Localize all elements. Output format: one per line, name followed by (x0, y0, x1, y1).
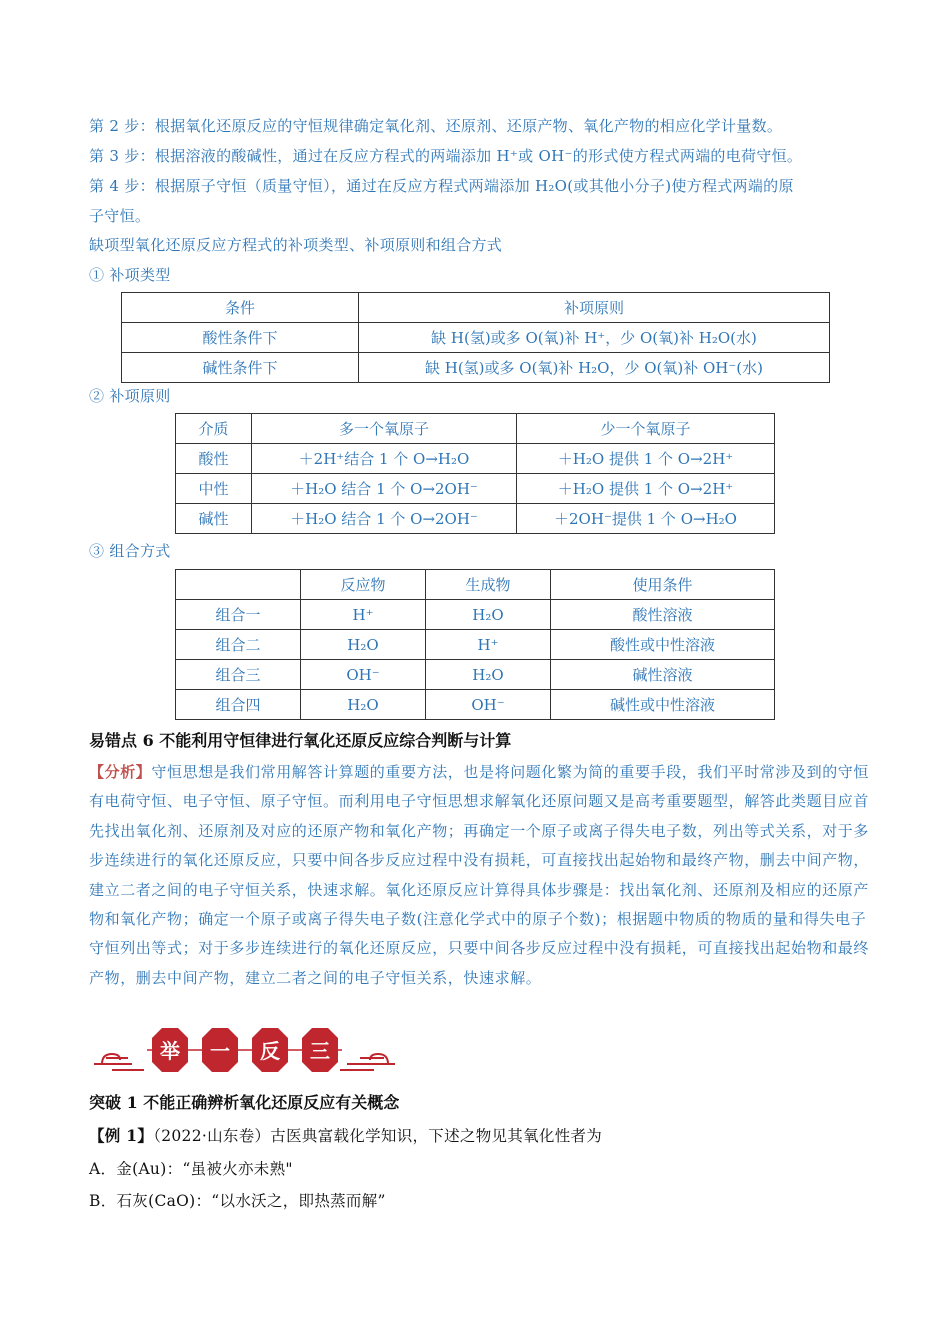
table-cell: 碱性或中性溶液 (551, 690, 775, 720)
table-header-cell: 反应物 (301, 570, 426, 600)
table-cell: 酸性溶液 (551, 600, 775, 630)
error-point-heading: 易错点 6 不能利用守恒律进行氧化还原反应综合判断与计算 (89, 731, 512, 750)
table-cell: H₂O (301, 690, 426, 720)
table-header-cell: 补项原则 (359, 293, 830, 323)
section3-title: ③ 组合方式 (89, 542, 171, 560)
banner-char-3: 反 (260, 1039, 280, 1063)
section2-title: ② 补项原则 (89, 387, 171, 405)
banner-char-1: 举 (160, 1039, 180, 1063)
option-b: B．石灰(CaO)：“以水沃之，即热蒸而解” (89, 1192, 386, 1210)
table-cell: 碱性 (176, 504, 252, 534)
table-cell: H₂O (426, 660, 551, 690)
supplement-intro: 缺项型氧化还原反应方程式的补项类型、补项原则和组合方式 (89, 236, 503, 254)
table-cell: 酸性 (176, 444, 252, 474)
analysis-paragraph (89, 758, 869, 993)
banner-char-2: 一 (210, 1039, 230, 1063)
table-cell: ＋H₂O 提供 1 个 O→2H⁺ (517, 474, 775, 504)
table-cell: 碱性条件下 (122, 353, 359, 383)
table-cell: H₂O (301, 630, 426, 660)
table-row (122, 353, 830, 383)
table-header-cell: 多一个氧原子 (252, 414, 517, 444)
table-cell: H₂O (426, 600, 551, 630)
option-a: A．金(Au)：“虽被火亦未熟" (89, 1160, 293, 1178)
table-cell: 中性 (176, 474, 252, 504)
table-cell: 碱性溶液 (551, 660, 775, 690)
table-header-cell (176, 570, 301, 600)
supplement-type-table (121, 292, 830, 383)
table-header-cell: 少一个氧原子 (517, 414, 775, 444)
table-row (176, 474, 775, 504)
banner-graphic (92, 1020, 397, 1080)
table-row (176, 600, 775, 630)
table-cell: 酸性或中性溶液 (551, 630, 775, 660)
table-header-cell: 介质 (176, 414, 252, 444)
banner-char-4: 三 (310, 1039, 330, 1063)
table-row (176, 504, 775, 534)
step-4: 第 4 步：根据原子守恒（质量守恒），通过在反应方程式两端添加 H₂O(或其他小分子)使方程式两端的原 (89, 177, 794, 195)
table-cell: H⁺ (301, 600, 426, 630)
example-tag: 【例 1】 (89, 1126, 154, 1145)
analysis-text: 守恒思想是我们常用解答计算题的重要方法，也是将问题化繁为简的重要手段，我们平时常涉及到的守恒有电荷守恒、电子守恒、原子守恒。而利用电子守恒思想求解氧化还原问题又是高考重要题型，解答此类题目应首先找出氧化剂、还原剂及对应的还原产物和氧化产物；再确定一个原子或离子得失电子数，列出等式关系，对于多步连续进行的氧化还原反应，只要中间各步反应过程中没有损耗，可直接找出起始物和最终产物，删去中间产物，建立二者之间的电子守恒关系，快速求解。氧化还原反应计算得具体步骤是：找出氧化剂、还原剂及相应的还原产物和氧化产物；确定一个原子或离子得失电子数(注意化学式中的原子个数)；根据题中物质的物质的量和得失电子守恒列出等式；对于多步连续进行的氧化还原反应，只要中间各步反应过程中没有损耗，可直接找出起始物和最终产物，删去中间产物，建立二者之间的电子守恒关系，快速求解。 (89, 763, 870, 987)
table-row (176, 690, 775, 720)
table-cell: 组合三 (176, 660, 301, 690)
table-row (176, 630, 775, 660)
table-cell: ＋2OH⁻提供 1 个 O→H₂O (517, 504, 775, 534)
table-row (122, 323, 830, 353)
table-cell: 组合四 (176, 690, 301, 720)
table-cell: 酸性条件下 (122, 323, 359, 353)
step-4-continued: 子守恒。 (89, 207, 151, 225)
table-row (176, 660, 775, 690)
table-cell: OH⁻ (426, 690, 551, 720)
section1-title: ① 补项类型 (89, 266, 171, 284)
table-cell: H⁺ (426, 630, 551, 660)
table-cell: ＋H₂O 结合 1 个 O→2OH⁻ (252, 504, 517, 534)
table-cell: 组合一 (176, 600, 301, 630)
step-3: 第 3 步：根据溶液的酸碱性，通过在反应方程式的两端添加 H⁺或 OH⁻的形式使方程式两端的电荷守恒。 (89, 147, 803, 165)
table-cell: 缺 H(氢)或多 O(氧)补 H⁺，少 O(氧)补 H₂O(水) (359, 323, 830, 353)
step-2: 第 2 步：根据氧化还原反应的守恒规律确定氧化剂、还原剂、还原产物、氧化产物的相应化学计量数。 (89, 117, 783, 135)
table-header-row (176, 414, 775, 444)
table-header-row (122, 293, 830, 323)
table-cell: 缺 H(氢)或多 O(氧)补 H₂O，少 O(氧)补 OH⁻(水) (359, 353, 830, 383)
table-cell: 组合二 (176, 630, 301, 660)
table-header-cell: 条件 (122, 293, 359, 323)
table-cell: ＋H₂O 提供 1 个 O→2H⁺ (517, 444, 775, 474)
example-1 (89, 1126, 602, 1146)
analysis-tag: 【分析】 (89, 763, 152, 781)
example-text: （2022·山东卷）古医典富载化学知识，下述之物见其氧化性者为 (153, 1127, 603, 1145)
table-cell: ＋2H⁺结合 1 个 O→H₂O (252, 444, 517, 474)
table-header-cell: 生成物 (426, 570, 551, 600)
table-cell: OH⁻ (301, 660, 426, 690)
combination-table (175, 569, 775, 720)
breakthrough-heading: 突破 1 不能正确辨析氧化还原反应有关概念 (89, 1093, 400, 1112)
table-cell: ＋H₂O 结合 1 个 O→2OH⁻ (252, 474, 517, 504)
table-header-row (176, 570, 775, 600)
table-header-cell: 使用条件 (551, 570, 775, 600)
supplement-principle-table (175, 413, 775, 534)
table-row (176, 444, 775, 474)
